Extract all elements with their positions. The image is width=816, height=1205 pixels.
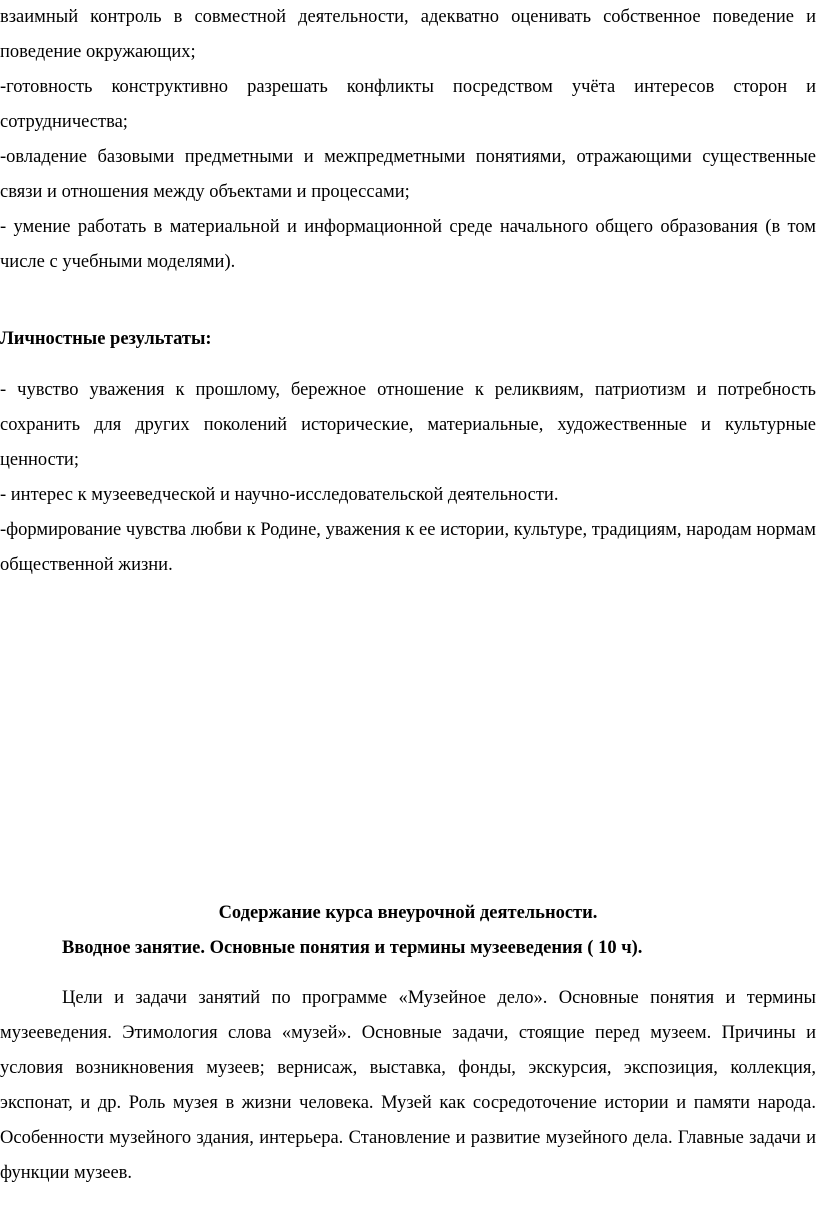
- course-content-title: Содержание курса внеурочной деятельности.: [218, 903, 598, 923]
- personal-result-item: - интерес к музееведческой и научно-исследовательской деятельности.: [0, 485, 559, 505]
- meta-result-paragraph: взаимный контроль в совместной деятельности, адекватно оценивать собственное поведение и поведение окружающих;: [0, 7, 816, 62]
- meta-result-paragraph: -готовность конструктивно разрешать конфликты посредством учёта интересов сторон и сотрудничества;: [0, 77, 816, 132]
- personal-result-item: - чувство уважения к прошлому, бережное отношение к реликвиям, патриотизм и потребность сохранить для других поколений исторические, материальные, художественные и культурные ценности;: [0, 380, 816, 470]
- meta-result-paragraph: -овладение базовыми предметными и межпредметными понятиями, отражающими существенные связи и отношения между объектами и процессами;: [0, 147, 816, 202]
- meta-result-paragraph: - умение работать в материальной и информационной среде начального общего образования (в том числе с учебными моделями).: [0, 217, 816, 272]
- intro-lesson-body: Цели и задачи занятий по программе «Музейное дело». Основные понятия и термины музееведения. Этимология слова «музей». Основные задачи, стоящие перед музеем. Причины и условия возникновения музеев; вернисаж, выставка, фонды, экскурсия, экспозиция, коллекция, экспонат, и др. Роль музея в жизни человека. Музей как сосредоточение истории и памяти народа. Особенности музейного здания, интерьера. Становление и развитие музейного дела. Главные задачи и функции музеев.: [0, 988, 816, 1183]
- intro-lesson-heading: Вводное занятие. Основные понятия и термины музееведения ( 10 ч).: [62, 938, 643, 958]
- personal-results-heading: Личностные результаты:: [0, 329, 212, 349]
- personal-result-item: -формирование чувства любви к Родине, уважения к ее истории, культуре, традициям, народам нормам общественной жизни.: [0, 520, 816, 575]
